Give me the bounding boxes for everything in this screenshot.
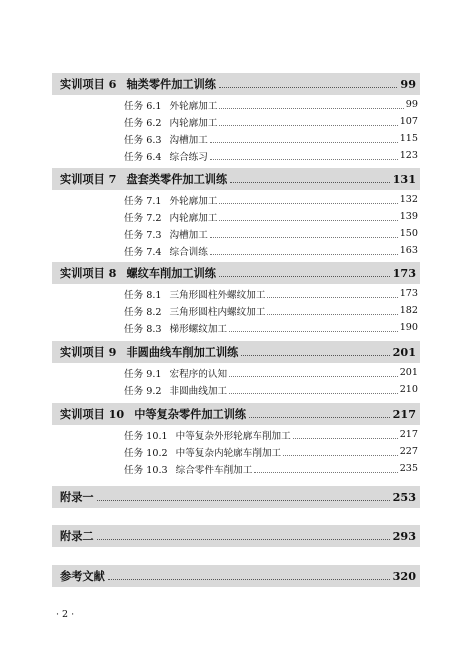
chapter-label: 实训项目 7 [60, 172, 117, 186]
task-title: 中等复杂内轮廓车削加工 [175, 447, 282, 459]
chapter-label: 实训项目 10 [60, 407, 125, 421]
dot-leader [230, 181, 390, 183]
task-title: 外轮廓加工 [169, 195, 218, 207]
task-label: 任务 9.2 [124, 385, 162, 397]
task-label: 任务 10.1 [124, 430, 168, 442]
task-page: 201 [399, 367, 418, 378]
task-entry[interactable] [124, 364, 418, 381]
dot-leader [229, 375, 398, 377]
task-entry[interactable] [124, 426, 418, 443]
task-entry[interactable] [124, 302, 418, 319]
task-entry[interactable] [124, 147, 418, 164]
task-page: 190 [399, 322, 418, 333]
appendix-heading[interactable] [52, 486, 420, 508]
task-entry[interactable] [124, 381, 418, 398]
dot-leader [219, 275, 390, 277]
task-title: 中等复杂外形轮廓车削加工 [175, 430, 291, 442]
task-page: 227 [399, 446, 418, 457]
appendix-page: 253 [392, 490, 416, 504]
dot-leader [97, 499, 390, 501]
task-label: 任务 7.1 [124, 195, 162, 207]
chapter-title: 非圆曲线车削加工训练 [126, 345, 239, 359]
task-entry[interactable] [124, 96, 418, 113]
task-entry[interactable] [124, 285, 418, 302]
task-title: 综合训练 [169, 246, 208, 258]
task-title: 三角形圆柱外螺纹加工 [169, 289, 266, 301]
task-title: 梯形螺纹加工 [169, 323, 228, 335]
dot-leader [283, 454, 398, 456]
chapter-heading[interactable] [52, 262, 420, 284]
chapter-title: 螺纹车削加工训练 [126, 266, 216, 280]
task-title: 沟槽加工 [169, 229, 208, 241]
dot-leader [210, 253, 398, 255]
chapter-heading[interactable] [52, 168, 420, 190]
dot-leader [97, 538, 390, 540]
task-label: 任务 6.1 [124, 100, 162, 112]
task-label: 任务 9.1 [124, 368, 162, 380]
dot-leader [249, 416, 390, 418]
chapter-title: 中等复杂零件加工训练 [134, 407, 247, 421]
dot-leader [254, 471, 397, 473]
appendix-title: 附录一 [60, 490, 94, 504]
task-page: 115 [399, 133, 418, 144]
task-page: 217 [399, 429, 418, 440]
chapter-title: 盘套类零件加工训练 [126, 172, 228, 186]
chapter-heading[interactable] [52, 341, 420, 363]
appendix-page: 293 [392, 529, 416, 543]
task-entry[interactable] [124, 443, 418, 460]
chapter-page: 131 [392, 172, 416, 186]
task-entry[interactable] [124, 208, 418, 225]
dot-leader [219, 219, 397, 221]
task-page: 210 [399, 384, 418, 395]
dot-leader [108, 578, 390, 580]
task-label: 任务 6.3 [124, 134, 162, 146]
task-entry[interactable] [124, 242, 418, 259]
dot-leader [267, 313, 397, 315]
task-label: 任务 6.4 [124, 151, 162, 163]
dot-leader [219, 107, 403, 109]
task-entry[interactable] [124, 460, 418, 477]
task-title: 综合零件车削加工 [175, 464, 253, 476]
task-page: 173 [399, 288, 418, 299]
page-number: · 2 · [56, 609, 75, 620]
chapter-page: 217 [392, 407, 416, 421]
chapter-label: 实训项目 8 [60, 266, 117, 280]
task-title: 外轮廓加工 [169, 100, 218, 112]
dot-leader [210, 141, 398, 143]
task-label: 任务 7.2 [124, 212, 162, 224]
dot-leader [219, 86, 397, 88]
chapter-page: 201 [392, 345, 416, 359]
task-entry[interactable] [124, 130, 418, 147]
task-title: 综合练习 [169, 151, 208, 163]
dot-leader [219, 124, 397, 126]
task-label: 任务 8.3 [124, 323, 162, 335]
appendix-heading[interactable] [52, 525, 420, 547]
task-page: 163 [399, 245, 418, 256]
task-label: 任务 6.2 [124, 117, 162, 129]
task-page: 132 [399, 194, 418, 205]
task-entry[interactable] [124, 225, 418, 242]
task-label: 任务 10.3 [124, 464, 168, 476]
task-label: 任务 7.4 [124, 246, 162, 258]
dot-leader [229, 392, 398, 394]
task-label: 任务 8.2 [124, 306, 162, 318]
task-title: 宏程序的认知 [169, 368, 228, 380]
references-heading[interactable] [52, 565, 420, 587]
task-title: 非圆曲线加工 [169, 385, 228, 397]
appendix-title: 附录二 [60, 529, 94, 543]
task-label: 任务 8.1 [124, 289, 162, 301]
task-page: 235 [399, 463, 418, 474]
task-title: 内轮廓加工 [169, 117, 218, 129]
chapter-label: 实训项目 9 [60, 345, 117, 359]
references-title: 参考文献 [60, 569, 105, 583]
task-page: 123 [399, 150, 418, 161]
dot-leader [210, 158, 398, 160]
dot-leader [267, 296, 397, 298]
dot-leader [219, 202, 397, 204]
chapter-label: 实训项目 6 [60, 77, 117, 91]
task-title: 沟槽加工 [169, 134, 208, 146]
task-page: 182 [399, 305, 418, 316]
task-page: 107 [399, 116, 418, 127]
task-label: 任务 7.3 [124, 229, 162, 241]
dot-leader [293, 437, 398, 439]
task-entry[interactable] [124, 319, 418, 336]
references-page: 320 [392, 569, 416, 583]
chapter-page: 173 [392, 266, 416, 280]
chapter-heading[interactable] [52, 403, 420, 425]
dot-leader [241, 354, 389, 356]
task-entry[interactable] [124, 191, 418, 208]
task-label: 任务 10.2 [124, 447, 168, 459]
chapter-heading[interactable] [52, 73, 420, 95]
task-title: 三角形圆柱内螺纹加工 [169, 306, 266, 318]
task-page: 99 [405, 99, 418, 110]
task-title: 内轮廓加工 [169, 212, 218, 224]
dot-leader [210, 236, 398, 238]
task-entry[interactable] [124, 113, 418, 130]
chapter-title: 轴类零件加工训练 [126, 77, 216, 91]
dot-leader [229, 330, 398, 332]
task-page: 150 [399, 228, 418, 239]
task-page: 139 [399, 211, 418, 222]
chapter-page: 99 [400, 77, 416, 91]
